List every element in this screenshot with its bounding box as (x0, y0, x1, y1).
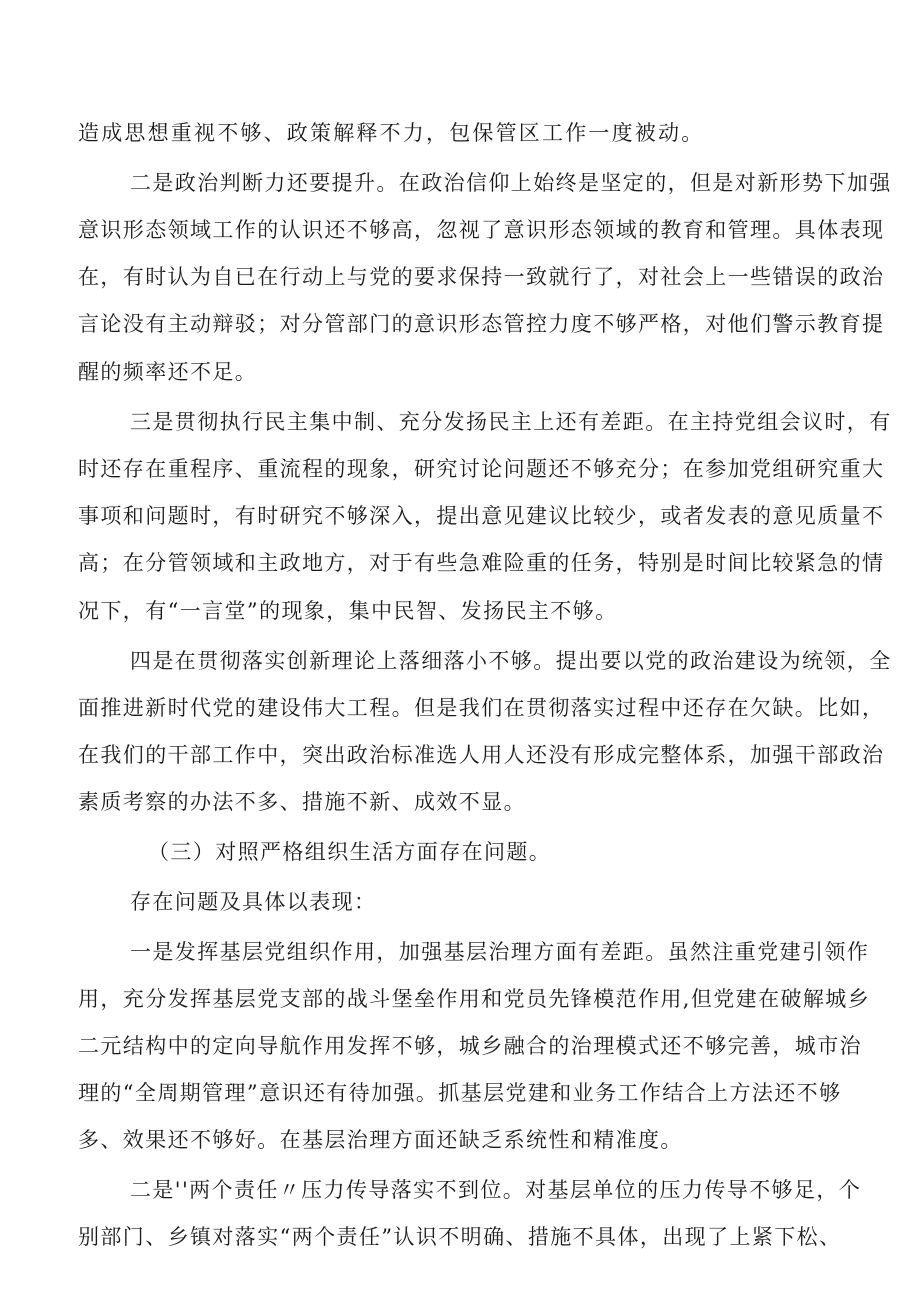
text-line: 多、效果还不够好。在基层治理方面还缺乏系统性和精准度。 (78, 1128, 683, 1152)
text-line: 醒的频率还不足。 (78, 360, 258, 384)
text-line: 素质考察的办法不多、措施不新、成效不显。 (78, 790, 526, 814)
text-line: 言论没有主动辩驳；对分管部门的意识形态管控力度不够严格，对他们警示教育提 (78, 312, 885, 336)
text-line: 意识形态领域工作的认识还不够高，忽视了意识形态领域的教育和管理。具体表现 (78, 218, 885, 242)
text-line: 三是贯彻执行民主集中制、充分发扬民主上还有差距。在主持党组会议时，有 (130, 410, 892, 434)
text-line: 用，充分发挥基层党支部的战斗堡垒作用和党员先锋模范作用,但党建在破解城乡 (78, 987, 871, 1011)
text-line: 面推进新时代党的建设伟大工程。但是我们在贯彻落实过程中还存在欠缺。比如， (78, 696, 885, 720)
text-line: 在，有时认为自已在行动上与党的要求保持一致就行了，对社会上一些错误的政治 (78, 265, 885, 289)
text-line: 况下，有“一言堂”的现象，集中民智、发扬民主不够。 (78, 599, 618, 623)
text-line: 一是发挥基层党组织作用，加强基层治理方面有差距。虽然注重党建引领作 (130, 940, 870, 964)
text-line: 高；在分管领域和主政地方，对于有些急难险重的任务，特别是时间比较紧急的情 (78, 551, 885, 575)
text-line: 理的“全周期管理”意识还有待加强。抓基层党建和业务工作结合上方法还不够 (78, 1081, 842, 1105)
text-line: 四是在贯彻落实创新理论上落细落小不够。提出要以党的政治建设为统领，全 (130, 649, 892, 673)
text-line: 二元结构中的定向导航作用发挥不够，城乡融合的治理模式还不够完善，城市治 (78, 1034, 862, 1058)
text-line: 二是政治判断力还要提升。在政治信仰上始终是坚定的，但是对新形势下加强 (130, 171, 892, 195)
section-heading: （三）对照严格组织生活方面存在问题。 (148, 840, 552, 864)
text-line: 在我们的干部工作中，突出政治标准选人用人还没有形成完整体系，加强干部政治 (78, 743, 885, 767)
text-line: 存在问题及具体以表现： (130, 890, 377, 914)
text-line: 时还存在重程序、重流程的现象，研究讨论问题还不够充分；在参加党组研究重大 (78, 457, 885, 481)
text-line: 造成思想重视不够、政策解释不力，包保管区工作一度被动。 (78, 121, 705, 145)
text-line: 别部门、乡镇对落实“两个责任”认识不明确、措施不具体，出现了上紧下松、 (78, 1225, 842, 1249)
text-line: 二是''两个责任〃压力传导落实不到位。对基层单位的压力传导不够足，个 (130, 1178, 862, 1202)
text-line: 事项和问题时，有时研究不够深入，提出意见建议比较少，或者发表的意见质量不 (78, 504, 885, 528)
